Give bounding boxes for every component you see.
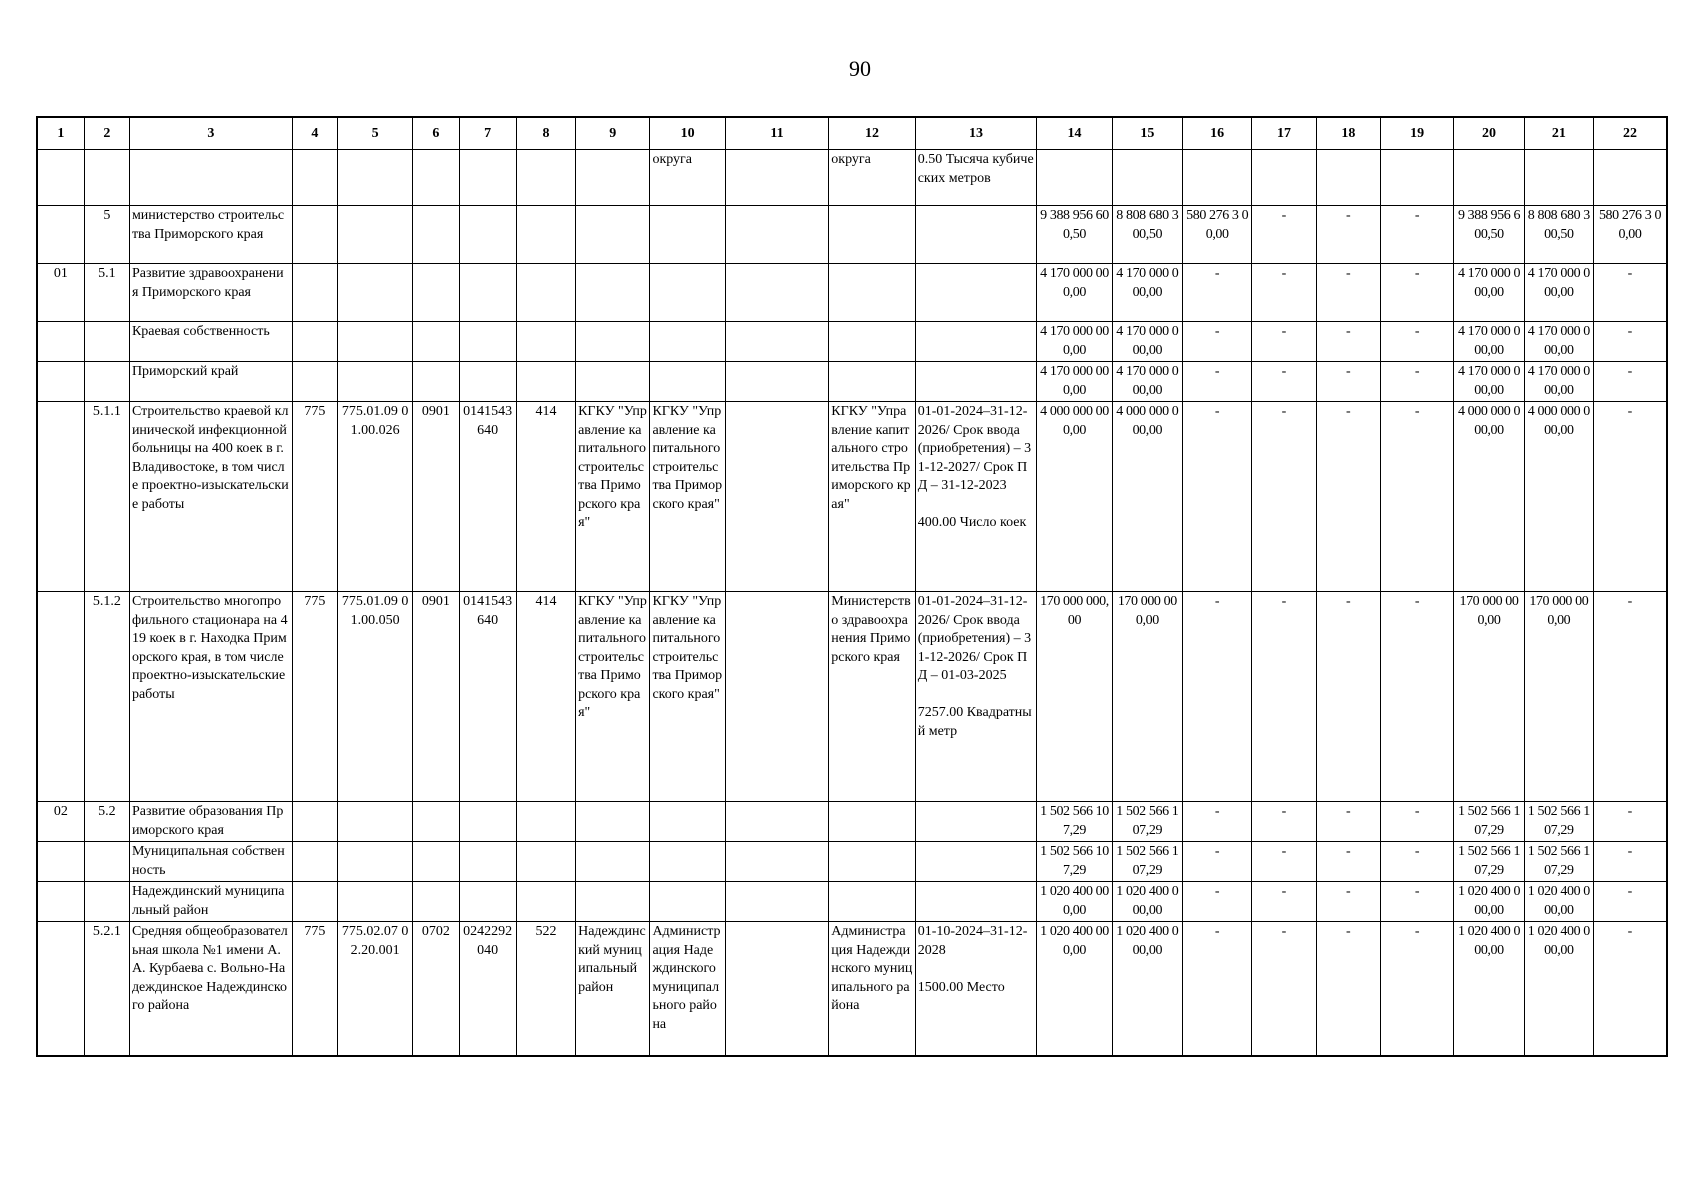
cell-col-8 xyxy=(516,362,575,402)
cell-col-1: 02 xyxy=(37,802,84,842)
cell-col-17: - xyxy=(1252,322,1316,362)
cell-col-13 xyxy=(915,882,1037,922)
cell-col-19: - xyxy=(1380,592,1453,802)
cell-col-2: 5.1.2 xyxy=(84,592,129,802)
cell-col-3: Развитие образования Приморского края xyxy=(129,802,292,842)
cell-col-19: - xyxy=(1380,882,1453,922)
cell-col-14: 1 502 566 107,29 xyxy=(1037,842,1112,882)
cell-col-15: 1 020 400 000,00 xyxy=(1112,922,1182,1056)
cell-col-1 xyxy=(37,206,84,264)
cell-col-15: 4 170 000 000,00 xyxy=(1112,264,1182,322)
column-header-13: 13 xyxy=(915,117,1037,150)
cell-col-12 xyxy=(829,322,915,362)
cell-col-9: Надеждинский муниципальный район xyxy=(576,922,650,1056)
cell-col-11 xyxy=(725,150,829,206)
registry-table xyxy=(36,116,1668,1057)
cell-col-10 xyxy=(650,362,725,402)
cell-col-18: - xyxy=(1316,206,1380,264)
cell-col-9 xyxy=(576,362,650,402)
cell-col-2 xyxy=(84,150,129,206)
cell-col-6: 0901 xyxy=(413,402,459,592)
cell-col-17: - xyxy=(1252,264,1316,322)
cell-col-6 xyxy=(413,264,459,322)
cell-col-21: 8 808 680 300,50 xyxy=(1524,206,1593,264)
cell-col-21: 170 000 000,00 xyxy=(1524,592,1593,802)
cell-col-21: 1 502 566 107,29 xyxy=(1524,802,1593,842)
cell-col-22: - xyxy=(1594,264,1668,322)
cell-col-12: округа xyxy=(829,150,915,206)
cell-col-8 xyxy=(516,206,575,264)
cell-col-5 xyxy=(337,264,412,322)
cell-col-17: - xyxy=(1252,802,1316,842)
cell-col-14: 4 000 000 000,00 xyxy=(1037,402,1112,592)
cell-col-22: - xyxy=(1594,402,1668,592)
cell-col-7: 0141543640 xyxy=(459,402,516,592)
cell-col-1 xyxy=(37,842,84,882)
cell-col-5: 775.02.07 02.20.001 xyxy=(337,922,412,1056)
cell-col-4 xyxy=(292,206,337,264)
cell-col-14: 4 170 000 000,00 xyxy=(1037,264,1112,322)
cell-col-18: - xyxy=(1316,362,1380,402)
cell-col-11 xyxy=(725,802,829,842)
column-header-15: 15 xyxy=(1112,117,1182,150)
cell-col-13 xyxy=(915,206,1037,264)
cell-col-11 xyxy=(725,322,829,362)
cell-col-13: 01-01-2024–31-12-2026/ Срок ввода (приобретения) – 31-12-2027/ Срок ПД – 31-12-2023 400.00 Число коек xyxy=(915,402,1037,592)
table-row xyxy=(37,802,1667,842)
cell-col-6: 0702 xyxy=(413,922,459,1056)
cell-col-16 xyxy=(1183,150,1252,206)
column-header-12: 12 xyxy=(829,117,915,150)
cell-col-18: - xyxy=(1316,264,1380,322)
cell-col-4: 775 xyxy=(292,922,337,1056)
cell-col-15: 4 000 000 000,00 xyxy=(1112,402,1182,592)
cell-col-17 xyxy=(1252,150,1316,206)
cell-col-3: Строительство многопрофильного стационара на 419 коек в г. Находка Приморского края, в том числе проектно-изыскательские работы xyxy=(129,592,292,802)
cell-col-22: - xyxy=(1594,882,1668,922)
cell-col-16: - xyxy=(1183,882,1252,922)
cell-col-2: 5.2.1 xyxy=(84,922,129,1056)
cell-col-3: министерство строительства Приморского края xyxy=(129,206,292,264)
cell-col-15: 1 502 566 107,29 xyxy=(1112,802,1182,842)
cell-col-18: - xyxy=(1316,592,1380,802)
cell-col-10: КГКУ "Управление капитального строительства Приморского края" xyxy=(650,592,725,802)
column-header-18: 18 xyxy=(1316,117,1380,150)
cell-col-6 xyxy=(413,882,459,922)
cell-col-7 xyxy=(459,322,516,362)
column-header-4: 4 xyxy=(292,117,337,150)
cell-col-13 xyxy=(915,802,1037,842)
cell-col-11 xyxy=(725,206,829,264)
cell-col-18: - xyxy=(1316,922,1380,1056)
cell-col-3: Муниципальная собственность xyxy=(129,842,292,882)
cell-col-9 xyxy=(576,322,650,362)
cell-col-20: 170 000 000,00 xyxy=(1454,592,1524,802)
cell-col-3: Развитие здравоохранения Приморского края xyxy=(129,264,292,322)
cell-col-7 xyxy=(459,362,516,402)
cell-col-2 xyxy=(84,842,129,882)
column-header-17: 17 xyxy=(1252,117,1316,150)
cell-col-20: 4 000 000 000,00 xyxy=(1454,402,1524,592)
cell-col-16: - xyxy=(1183,264,1252,322)
cell-col-5 xyxy=(337,150,412,206)
cell-col-1 xyxy=(37,922,84,1056)
cell-col-21: 4 170 000 000,00 xyxy=(1524,322,1593,362)
cell-col-21: 4 000 000 000,00 xyxy=(1524,402,1593,592)
column-header-22: 22 xyxy=(1594,117,1668,150)
cell-col-16: - xyxy=(1183,402,1252,592)
cell-col-6 xyxy=(413,150,459,206)
cell-col-4: 775 xyxy=(292,402,337,592)
cell-col-8 xyxy=(516,150,575,206)
table-row xyxy=(37,206,1667,264)
cell-col-3: Строительство краевой клинической инфекционной больницы на 400 коек в г. Владивостоке, в том числе проектно-изыскательские работы xyxy=(129,402,292,592)
cell-col-17: - xyxy=(1252,592,1316,802)
cell-col-21: 1 020 400 000,00 xyxy=(1524,882,1593,922)
cell-col-5 xyxy=(337,322,412,362)
column-header-19: 19 xyxy=(1380,117,1453,150)
cell-col-6: 0901 xyxy=(413,592,459,802)
cell-col-3 xyxy=(129,150,292,206)
cell-col-20: 1 020 400 000,00 xyxy=(1454,882,1524,922)
cell-col-8 xyxy=(516,264,575,322)
cell-col-13 xyxy=(915,362,1037,402)
cell-col-15: 4 170 000 000,00 xyxy=(1112,362,1182,402)
cell-col-2: 5.2 xyxy=(84,802,129,842)
cell-col-15: 4 170 000 000,00 xyxy=(1112,322,1182,362)
cell-col-20: 1 020 400 000,00 xyxy=(1454,922,1524,1056)
cell-col-1: 01 xyxy=(37,264,84,322)
cell-col-15: 170 000 000,00 xyxy=(1112,592,1182,802)
cell-col-15: 1 020 400 000,00 xyxy=(1112,882,1182,922)
cell-col-15: 1 502 566 107,29 xyxy=(1112,842,1182,882)
cell-col-12 xyxy=(829,882,915,922)
cell-col-9 xyxy=(576,150,650,206)
cell-col-4 xyxy=(292,322,337,362)
cell-col-6 xyxy=(413,842,459,882)
cell-col-1 xyxy=(37,592,84,802)
table-row xyxy=(37,150,1667,206)
cell-col-7: 0141543640 xyxy=(459,592,516,802)
cell-col-22 xyxy=(1594,150,1668,206)
column-header-8: 8 xyxy=(516,117,575,150)
cell-col-5 xyxy=(337,206,412,264)
cell-col-19: - xyxy=(1380,842,1453,882)
cell-col-16: - xyxy=(1183,362,1252,402)
cell-col-7 xyxy=(459,150,516,206)
cell-col-18: - xyxy=(1316,402,1380,592)
cell-col-3: Приморский край xyxy=(129,362,292,402)
cell-col-11 xyxy=(725,842,829,882)
cell-col-22: - xyxy=(1594,592,1668,802)
cell-col-20: 4 170 000 000,00 xyxy=(1454,322,1524,362)
cell-col-5: 775.01.09 01.00.026 xyxy=(337,402,412,592)
cell-col-13 xyxy=(915,264,1037,322)
column-header-2: 2 xyxy=(84,117,129,150)
cell-col-14: 1 020 400 000,00 xyxy=(1037,882,1112,922)
cell-col-6 xyxy=(413,206,459,264)
page-number: 90 xyxy=(849,56,871,81)
table-body xyxy=(37,150,1667,1056)
cell-col-20 xyxy=(1454,150,1524,206)
cell-col-15: 8 808 680 300,50 xyxy=(1112,206,1182,264)
column-header-16: 16 xyxy=(1183,117,1252,150)
cell-col-6 xyxy=(413,362,459,402)
cell-col-19: - xyxy=(1380,322,1453,362)
cell-col-11 xyxy=(725,592,829,802)
cell-col-3: Надеждинский муниципальный район xyxy=(129,882,292,922)
cell-col-19 xyxy=(1380,150,1453,206)
cell-col-4 xyxy=(292,362,337,402)
cell-col-9 xyxy=(576,802,650,842)
cell-col-14: 1 020 400 000,00 xyxy=(1037,922,1112,1056)
cell-col-22: 580 276 3 00,00 xyxy=(1594,206,1668,264)
cell-col-19: - xyxy=(1380,362,1453,402)
cell-col-8 xyxy=(516,802,575,842)
column-header-10: 10 xyxy=(650,117,725,150)
column-header-3: 3 xyxy=(129,117,292,150)
cell-col-16: - xyxy=(1183,592,1252,802)
cell-col-16: - xyxy=(1183,322,1252,362)
table-row xyxy=(37,264,1667,322)
cell-col-11 xyxy=(725,922,829,1056)
cell-col-11 xyxy=(725,882,829,922)
cell-col-5 xyxy=(337,882,412,922)
cell-col-8 xyxy=(516,322,575,362)
column-header-11: 11 xyxy=(725,117,829,150)
cell-col-11 xyxy=(725,402,829,592)
cell-col-19: - xyxy=(1380,402,1453,592)
cell-col-14 xyxy=(1037,150,1112,206)
cell-col-12 xyxy=(829,264,915,322)
cell-col-10 xyxy=(650,882,725,922)
column-header-20: 20 xyxy=(1454,117,1524,150)
cell-col-4 xyxy=(292,882,337,922)
cell-col-17: - xyxy=(1252,206,1316,264)
cell-col-13: 01-10-2024–31-12-2028 1500.00 Место xyxy=(915,922,1037,1056)
cell-col-19: - xyxy=(1380,922,1453,1056)
cell-col-3: Краевая собственность xyxy=(129,322,292,362)
cell-col-3: Средняя общеобразовательная школа №1 имени А.А. Курбаева с. Вольно-Надеждинское Надеждинского района xyxy=(129,922,292,1056)
column-header-1: 1 xyxy=(37,117,84,150)
cell-col-7 xyxy=(459,882,516,922)
cell-col-8 xyxy=(516,882,575,922)
cell-col-4 xyxy=(292,802,337,842)
cell-col-7 xyxy=(459,206,516,264)
table-header-row xyxy=(37,117,1667,150)
cell-col-18: - xyxy=(1316,802,1380,842)
cell-col-12: Администрация Надеждинского муниципального района xyxy=(829,922,915,1056)
cell-col-20: 1 502 566 107,29 xyxy=(1454,842,1524,882)
cell-col-22: - xyxy=(1594,322,1668,362)
cell-col-21: 1 502 566 107,29 xyxy=(1524,842,1593,882)
cell-col-5: 775.01.09 01.00.050 xyxy=(337,592,412,802)
column-header-21: 21 xyxy=(1524,117,1593,150)
cell-col-2: 5 xyxy=(84,206,129,264)
cell-col-9: КГКУ "Управление капитального строительства Приморского края" xyxy=(576,592,650,802)
column-header-14: 14 xyxy=(1037,117,1112,150)
cell-col-17: - xyxy=(1252,922,1316,1056)
cell-col-8: 522 xyxy=(516,922,575,1056)
cell-col-19: - xyxy=(1380,206,1453,264)
cell-col-18 xyxy=(1316,150,1380,206)
cell-col-5 xyxy=(337,842,412,882)
column-header-9: 9 xyxy=(576,117,650,150)
cell-col-18: - xyxy=(1316,842,1380,882)
cell-col-12: КГКУ "Управление капитального строительства Приморского края" xyxy=(829,402,915,592)
cell-col-2 xyxy=(84,362,129,402)
cell-col-13 xyxy=(915,842,1037,882)
cell-col-12 xyxy=(829,842,915,882)
cell-col-4 xyxy=(292,264,337,322)
cell-col-13: 0.50 Тысяча кубических метров xyxy=(915,150,1037,206)
cell-col-22: - xyxy=(1594,842,1668,882)
cell-col-17: - xyxy=(1252,842,1316,882)
cell-col-1 xyxy=(37,402,84,592)
cell-col-4: 775 xyxy=(292,592,337,802)
table-row xyxy=(37,362,1667,402)
cell-col-2: 5.1 xyxy=(84,264,129,322)
cell-col-9 xyxy=(576,842,650,882)
cell-col-17: - xyxy=(1252,882,1316,922)
cell-col-17: - xyxy=(1252,402,1316,592)
cell-col-20: 4 170 000 000,00 xyxy=(1454,362,1524,402)
cell-col-5 xyxy=(337,802,412,842)
cell-col-14: 4 170 000 000,00 xyxy=(1037,362,1112,402)
cell-col-9 xyxy=(576,206,650,264)
cell-col-1 xyxy=(37,322,84,362)
cell-col-10: Администрация Надеждинского муниципального района xyxy=(650,922,725,1056)
cell-col-16: - xyxy=(1183,802,1252,842)
cell-col-7: 0242292040 xyxy=(459,922,516,1056)
cell-col-14: 9 388 956 600,50 xyxy=(1037,206,1112,264)
cell-col-6 xyxy=(413,802,459,842)
table-row xyxy=(37,922,1667,1056)
cell-col-17: - xyxy=(1252,362,1316,402)
cell-col-10 xyxy=(650,322,725,362)
cell-col-21: 4 170 000 000,00 xyxy=(1524,264,1593,322)
cell-col-22: - xyxy=(1594,362,1668,402)
cell-col-9 xyxy=(576,264,650,322)
cell-col-10 xyxy=(650,264,725,322)
table-row xyxy=(37,842,1667,882)
cell-col-8 xyxy=(516,842,575,882)
cell-col-18: - xyxy=(1316,882,1380,922)
cell-col-19: - xyxy=(1380,802,1453,842)
cell-col-14: 1 502 566 107,29 xyxy=(1037,802,1112,842)
cell-col-22: - xyxy=(1594,922,1668,1056)
cell-col-14: 4 170 000 000,00 xyxy=(1037,322,1112,362)
cell-col-20: 9 388 956 600,50 xyxy=(1454,206,1524,264)
cell-col-10 xyxy=(650,802,725,842)
cell-col-10 xyxy=(650,842,725,882)
cell-col-12: Министерство здравоохранения Приморского края xyxy=(829,592,915,802)
cell-col-6 xyxy=(413,322,459,362)
cell-col-21 xyxy=(1524,150,1593,206)
column-header-7: 7 xyxy=(459,117,516,150)
column-header-5: 5 xyxy=(337,117,412,150)
cell-col-7 xyxy=(459,842,516,882)
cell-col-12 xyxy=(829,362,915,402)
cell-col-21: 1 020 400 000,00 xyxy=(1524,922,1593,1056)
cell-col-8: 414 xyxy=(516,402,575,592)
table-row xyxy=(37,882,1667,922)
cell-col-19: - xyxy=(1380,264,1453,322)
cell-col-4 xyxy=(292,150,337,206)
cell-col-7 xyxy=(459,802,516,842)
cell-col-1 xyxy=(37,882,84,922)
cell-col-13 xyxy=(915,322,1037,362)
cell-col-12 xyxy=(829,206,915,264)
table-row xyxy=(37,402,1667,592)
cell-col-15 xyxy=(1112,150,1182,206)
cell-col-2: 5.1.1 xyxy=(84,402,129,592)
cell-col-7 xyxy=(459,264,516,322)
column-header-6: 6 xyxy=(413,117,459,150)
cell-col-1 xyxy=(37,362,84,402)
cell-col-2 xyxy=(84,322,129,362)
cell-col-11 xyxy=(725,264,829,322)
table-row xyxy=(37,322,1667,362)
cell-col-9: КГКУ "Управление капитального строительства Приморского края" xyxy=(576,402,650,592)
cell-col-10: КГКУ "Управление капитального строительства Приморского края" xyxy=(650,402,725,592)
cell-col-16: - xyxy=(1183,842,1252,882)
cell-col-16: - xyxy=(1183,922,1252,1056)
table-row xyxy=(37,592,1667,802)
cell-col-20: 1 502 566 107,29 xyxy=(1454,802,1524,842)
cell-col-12 xyxy=(829,802,915,842)
cell-col-2 xyxy=(84,882,129,922)
cell-col-4 xyxy=(292,842,337,882)
cell-col-5 xyxy=(337,362,412,402)
cell-col-16: 580 276 3 00,00 xyxy=(1183,206,1252,264)
cell-col-22: - xyxy=(1594,802,1668,842)
cell-col-13: 01-01-2024–31-12-2026/ Срок ввода (приобретения) – 31-12-2026/ Срок ПД – 01-03-2025 7257.00 Квадратный метр xyxy=(915,592,1037,802)
cell-col-14: 170 000 000,00 xyxy=(1037,592,1112,802)
cell-col-9 xyxy=(576,882,650,922)
cell-col-11 xyxy=(725,362,829,402)
cell-col-8: 414 xyxy=(516,592,575,802)
cell-col-18: - xyxy=(1316,322,1380,362)
cell-col-21: 4 170 000 000,00 xyxy=(1524,362,1593,402)
cell-col-10 xyxy=(650,206,725,264)
cell-col-1 xyxy=(37,150,84,206)
cell-col-20: 4 170 000 000,00 xyxy=(1454,264,1524,322)
cell-col-10: округа xyxy=(650,150,725,206)
